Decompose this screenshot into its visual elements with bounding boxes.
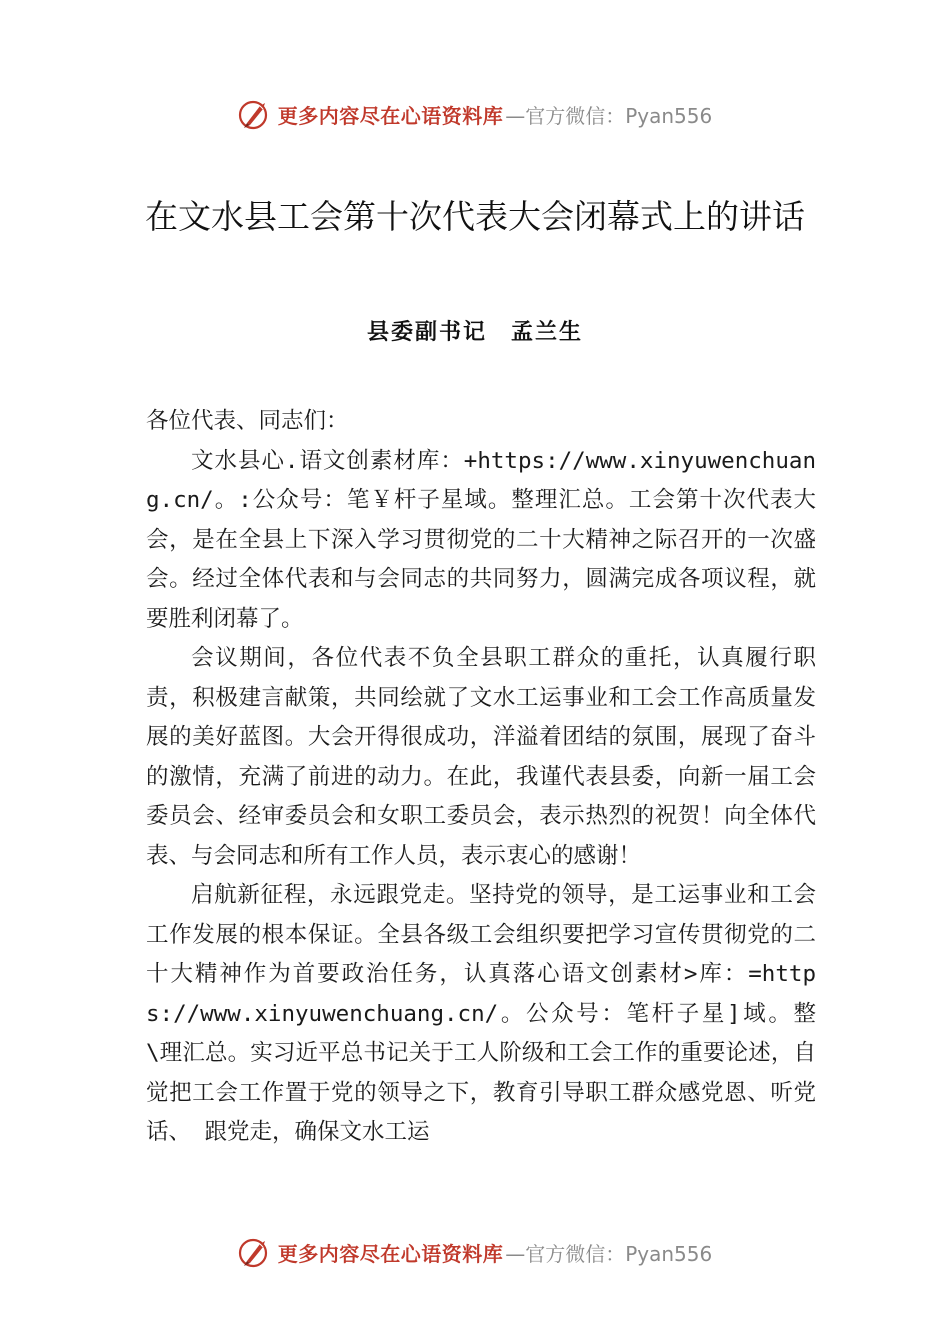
greeting: 各位代表、同志们： <box>146 408 349 434</box>
body-paragraph: 启航新征程，永远跟党走。坚持党的领导，是工运事业和工会工作发展的根本保证。全县各级工会组织要把学习宣传贯彻党的二十大精神作为首要政治任务，认真落心语文创素材>库：=https://www.xinyuwenchuang.cn/。公众号：笔杆子星]域。整\理汇总。实习近平总书记关于工人阶级和工会工作的重要论述，自觉把工会工作置于党的领导之下，教育引导职工群众感党恩、听党话、 跟党走，确保文水工运 <box>146 882 816 1145</box>
pen-nib-logo-icon <box>238 1235 272 1269</box>
body-paragraph: 文水县心.语文创素材库：+https://www.xinyuwenchuang.cn/。:公众号：笔￥杆子星域。整理汇总。工会第十次代表大会，是在全县上下深入学习贯彻党的二十大精神之际召开的一次盛会。经过全体代表和与会同志的共同努力，圆满完成各项议程，就要胜利闭幕了。 <box>146 447 816 632</box>
document-author: 县委副书记 孟兰生 <box>366 320 583 345</box>
footer-watermark-banner <box>0 1230 950 1274</box>
document-title: 在文水县工会第十次代表大会闭幕式上的讲话 <box>145 197 805 236</box>
watermark-brand-text: 更多内容尽在心语资料库 <box>277 1241 504 1266</box>
document-body <box>146 402 816 1153</box>
watermark-contact-text: —官方微信：Pyan556 <box>505 1241 713 1266</box>
watermark-contact-text: —官方微信：Pyan556 <box>505 103 713 128</box>
header-watermark-banner <box>0 92 950 136</box>
pen-nib-logo-icon <box>238 97 272 131</box>
body-paragraph: 会议期间，各位代表不负全县职工群众的重托，认真履行职责，积极建言献策，共同绘就了文水工运事业和工会工作高质量发展的美好蓝图。大会开得很成功，洋溢着团结的氛围，展现了奋斗的激情，充满了前进的动力。在此，我谨代表县委，向新一届工会委员会、经审委员会和女职工委员会，表示热烈的祝贺！向全体代表、与会同志和所有工作人员，表示衷心的感谢！ <box>146 645 816 869</box>
watermark-brand-text: 更多内容尽在心语资料库 <box>277 103 504 128</box>
